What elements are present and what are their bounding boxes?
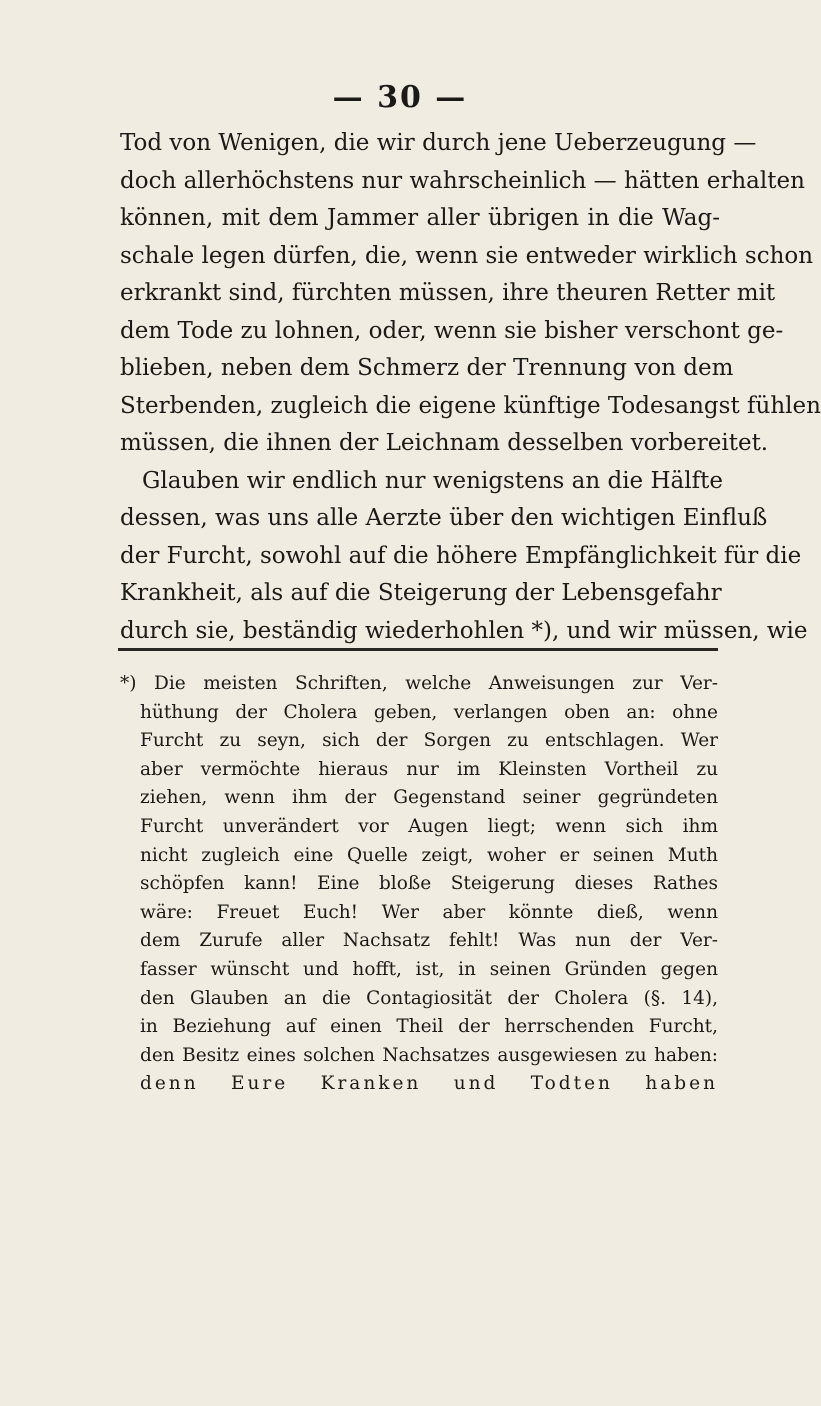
- footnote-line: schöpfen kann! Eine bloße Steigerung dieses Rathes: [140, 873, 718, 895]
- text-line: Sterbenden, zugleich die eigene künftige Todesangst fühlen: [120, 392, 821, 419]
- text-line: dessen, was uns alle Aerzte über den wichtigen Einfluß: [120, 505, 768, 531]
- footnote-divider: [118, 648, 718, 651]
- footnote-line: hüthung der Cholera geben, verlangen oben an: ohne: [140, 701, 718, 723]
- footnote-line: in Beziehung auf einen Theil der herrschenden Furcht,: [140, 1016, 718, 1038]
- text-line: müssen, die ihnen der Leichnam desselben vorbereitet.: [120, 430, 769, 456]
- text-line: können, mit dem Jammer aller übrigen in die Wag-: [120, 205, 720, 231]
- text-line: durch sie, beständig wiederhohlen *), und wir müssen, wie: [120, 617, 808, 644]
- footnote: [120, 670, 718, 1099]
- text-line: der Furcht, sowohl auf die höhere Empfänglichkeit für die: [120, 542, 802, 569]
- text-line: doch allerhöchstens nur wahrscheinlich — hätten erhalten: [120, 167, 805, 194]
- page-number: — 30 —: [332, 80, 468, 115]
- footnote-line: *) Die meisten Schriften, welche Anweisungen zur Ver-: [120, 673, 718, 694]
- main-text: [120, 125, 821, 650]
- footnote-line: den Besitz eines solchen Nachsatzes ausgewiesen zu haben:: [140, 1044, 718, 1066]
- text-line: schale legen dürfen, die, wenn sie entweder wirklich schon: [120, 242, 814, 269]
- footnote-line: Furcht zu seyn, sich der Sorgen zu entschlagen. Wer: [140, 730, 718, 752]
- footnote-line: wäre: Freuet Euch! Wer aber könnte dieß, wenn: [140, 901, 718, 923]
- footnote-line: fasser wünscht und hofft, ist, in seinen Gründen gegen: [140, 958, 718, 980]
- text-line: erkrankt sind, fürchten müssen, ihre theuren Retter mit: [120, 280, 776, 306]
- footnote-line: dem Zurufe aller Nachsatz fehlt! Was nun der Ver-: [140, 930, 718, 952]
- text-line: dem Tode zu lohnen, oder, wenn sie bisher verschont ge-: [120, 317, 784, 344]
- footnote-line: nicht zugleich eine Quelle zeigt, woher er seinen Muth: [140, 844, 718, 866]
- text-line: Glauben wir endlich nur wenigstens an die Hälfte: [142, 467, 723, 494]
- footnote-line: denn Eure Kranken und Todten haben: [140, 1073, 718, 1095]
- text-line: Tod von Wenigen, die wir durch jene Ueberzeugung —: [120, 130, 757, 156]
- text-line: blieben, neben dem Schmerz der Trennung von dem: [120, 355, 734, 381]
- footnote-line: den Glauben an die Contagiosität der Cholera (§. 14),: [140, 987, 718, 1009]
- text-line: Krankheit, als auf die Steigerung der Lebensgefahr: [120, 580, 722, 606]
- footnote-line: Furcht unverändert vor Augen liegt; wenn sich ihm: [140, 815, 718, 837]
- footnote-line: aber vermöchte hieraus nur im Kleinsten Vortheil zu: [140, 758, 718, 780]
- footnote-line: ziehen, wenn ihm der Gegenstand seiner gegründeten: [140, 787, 718, 809]
